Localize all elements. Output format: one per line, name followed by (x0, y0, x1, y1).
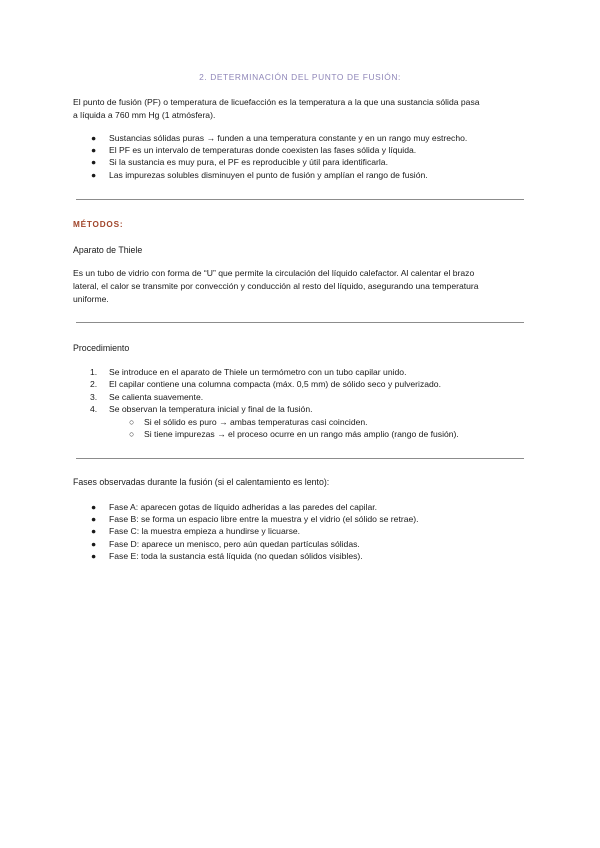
bullet-icon: ● (91, 538, 97, 549)
list-item: ● Sustancias sólidas puras → funden a una temperatura constante y en un rango muy estrecho. (91, 133, 468, 143)
phases-list (92, 501, 419, 562)
thiele-line-3: uniforme. (73, 294, 109, 304)
circle-bullet-icon: ○ (129, 417, 135, 427)
divider (76, 199, 524, 200)
bullet-icon: ● (91, 133, 97, 143)
thiele-paragraph (73, 267, 528, 306)
list-item: ● El PF es un intervalo de temperaturas donde coexisten las fases sólida y líquida. (91, 145, 417, 156)
procedure-title: Procedimiento (73, 343, 130, 353)
list-item: ● Si la sustancia es muy pura, el PF es reproducible y útil para identificarla. (91, 157, 388, 168)
section-title: 2. DETERMINACIÓN DEL PUNTO DE FUSIÓN: (199, 72, 401, 82)
list-item: ● Fase A: aparecen gotas de líquido adheridas a las paredes del capilar. (91, 502, 378, 512)
procedure-sublist (92, 416, 459, 441)
procedure-list (92, 366, 441, 416)
bullet-icon: ● (91, 526, 97, 537)
phases-title: Fases observadas durante la fusión (si el calentamiento es lento): (73, 477, 330, 487)
intro-bullet-list (92, 132, 467, 181)
list-item: ● Fase B: se forma un espacio libre entre la muestra y el vidrio (el sólido se retrae). (91, 514, 419, 525)
list-item: ○ Si tiene impurezas → el proceso ocurre en un rango más amplio (rango de fusión). (129, 429, 459, 440)
list-item: ● Las impurezas solubles disminuyen el punto de fusión y amplían el rango de fusión. (91, 169, 428, 180)
circle-bullet-icon: ○ (129, 429, 135, 440)
bullet-icon: ● (91, 169, 97, 180)
bullet-icon: ● (91, 550, 97, 561)
list-item: 4. Se observan la temperatura inicial y final de la fusión. (90, 404, 313, 415)
list-item: ● Fase D: aparece un menisco, pero aún quedan partículas sólidas. (91, 538, 360, 549)
list-item: 2. El capilar contiene una columna compacta (máx. 0,5 mm) de sólido seco y pulverizado. (90, 379, 441, 390)
bullet-icon: ● (91, 502, 97, 512)
bullet-icon: ● (91, 145, 97, 156)
intro-line-2: a líquida a 760 mm Hg (1 atmósfera). (73, 110, 216, 120)
intro-paragraph (73, 96, 528, 122)
list-item: ● Fase C: la muestra empieza a hundirse y licuarse. (91, 526, 301, 537)
bullet-icon: ● (91, 157, 97, 168)
divider (76, 322, 524, 323)
divider (76, 458, 524, 459)
list-item: 1. Se introduce en el aparato de Thiele un termómetro con un tubo capilar unido. (90, 367, 407, 377)
intro-line-1: El punto de fusión (PF) o temperatura de licuefacción es la temperatura a la que una sustancia sólida pasa (73, 97, 480, 107)
list-item: ○ Si el sólido es puro → ambas temperaturas casi coinciden. (129, 417, 368, 427)
thiele-line-1: Es un tubo de vidrio con forma de “U” que permite la circulación del líquido calefactor. Al calentar el brazo (73, 268, 475, 278)
thiele-line-2: lateral, el calor se transmite por convección y conducción al resto del líquido, asegurando una temperatura (73, 281, 479, 291)
list-item: ● Fase E: toda la sustancia está líquida (no quedan sólidos visibles). (91, 550, 363, 561)
bullet-icon: ● (91, 514, 97, 525)
thiele-title: Aparato de Thiele (73, 245, 143, 255)
methods-heading: MÉTODOS: (73, 220, 124, 229)
list-item: 3. Se calienta suavemente. (90, 391, 204, 402)
